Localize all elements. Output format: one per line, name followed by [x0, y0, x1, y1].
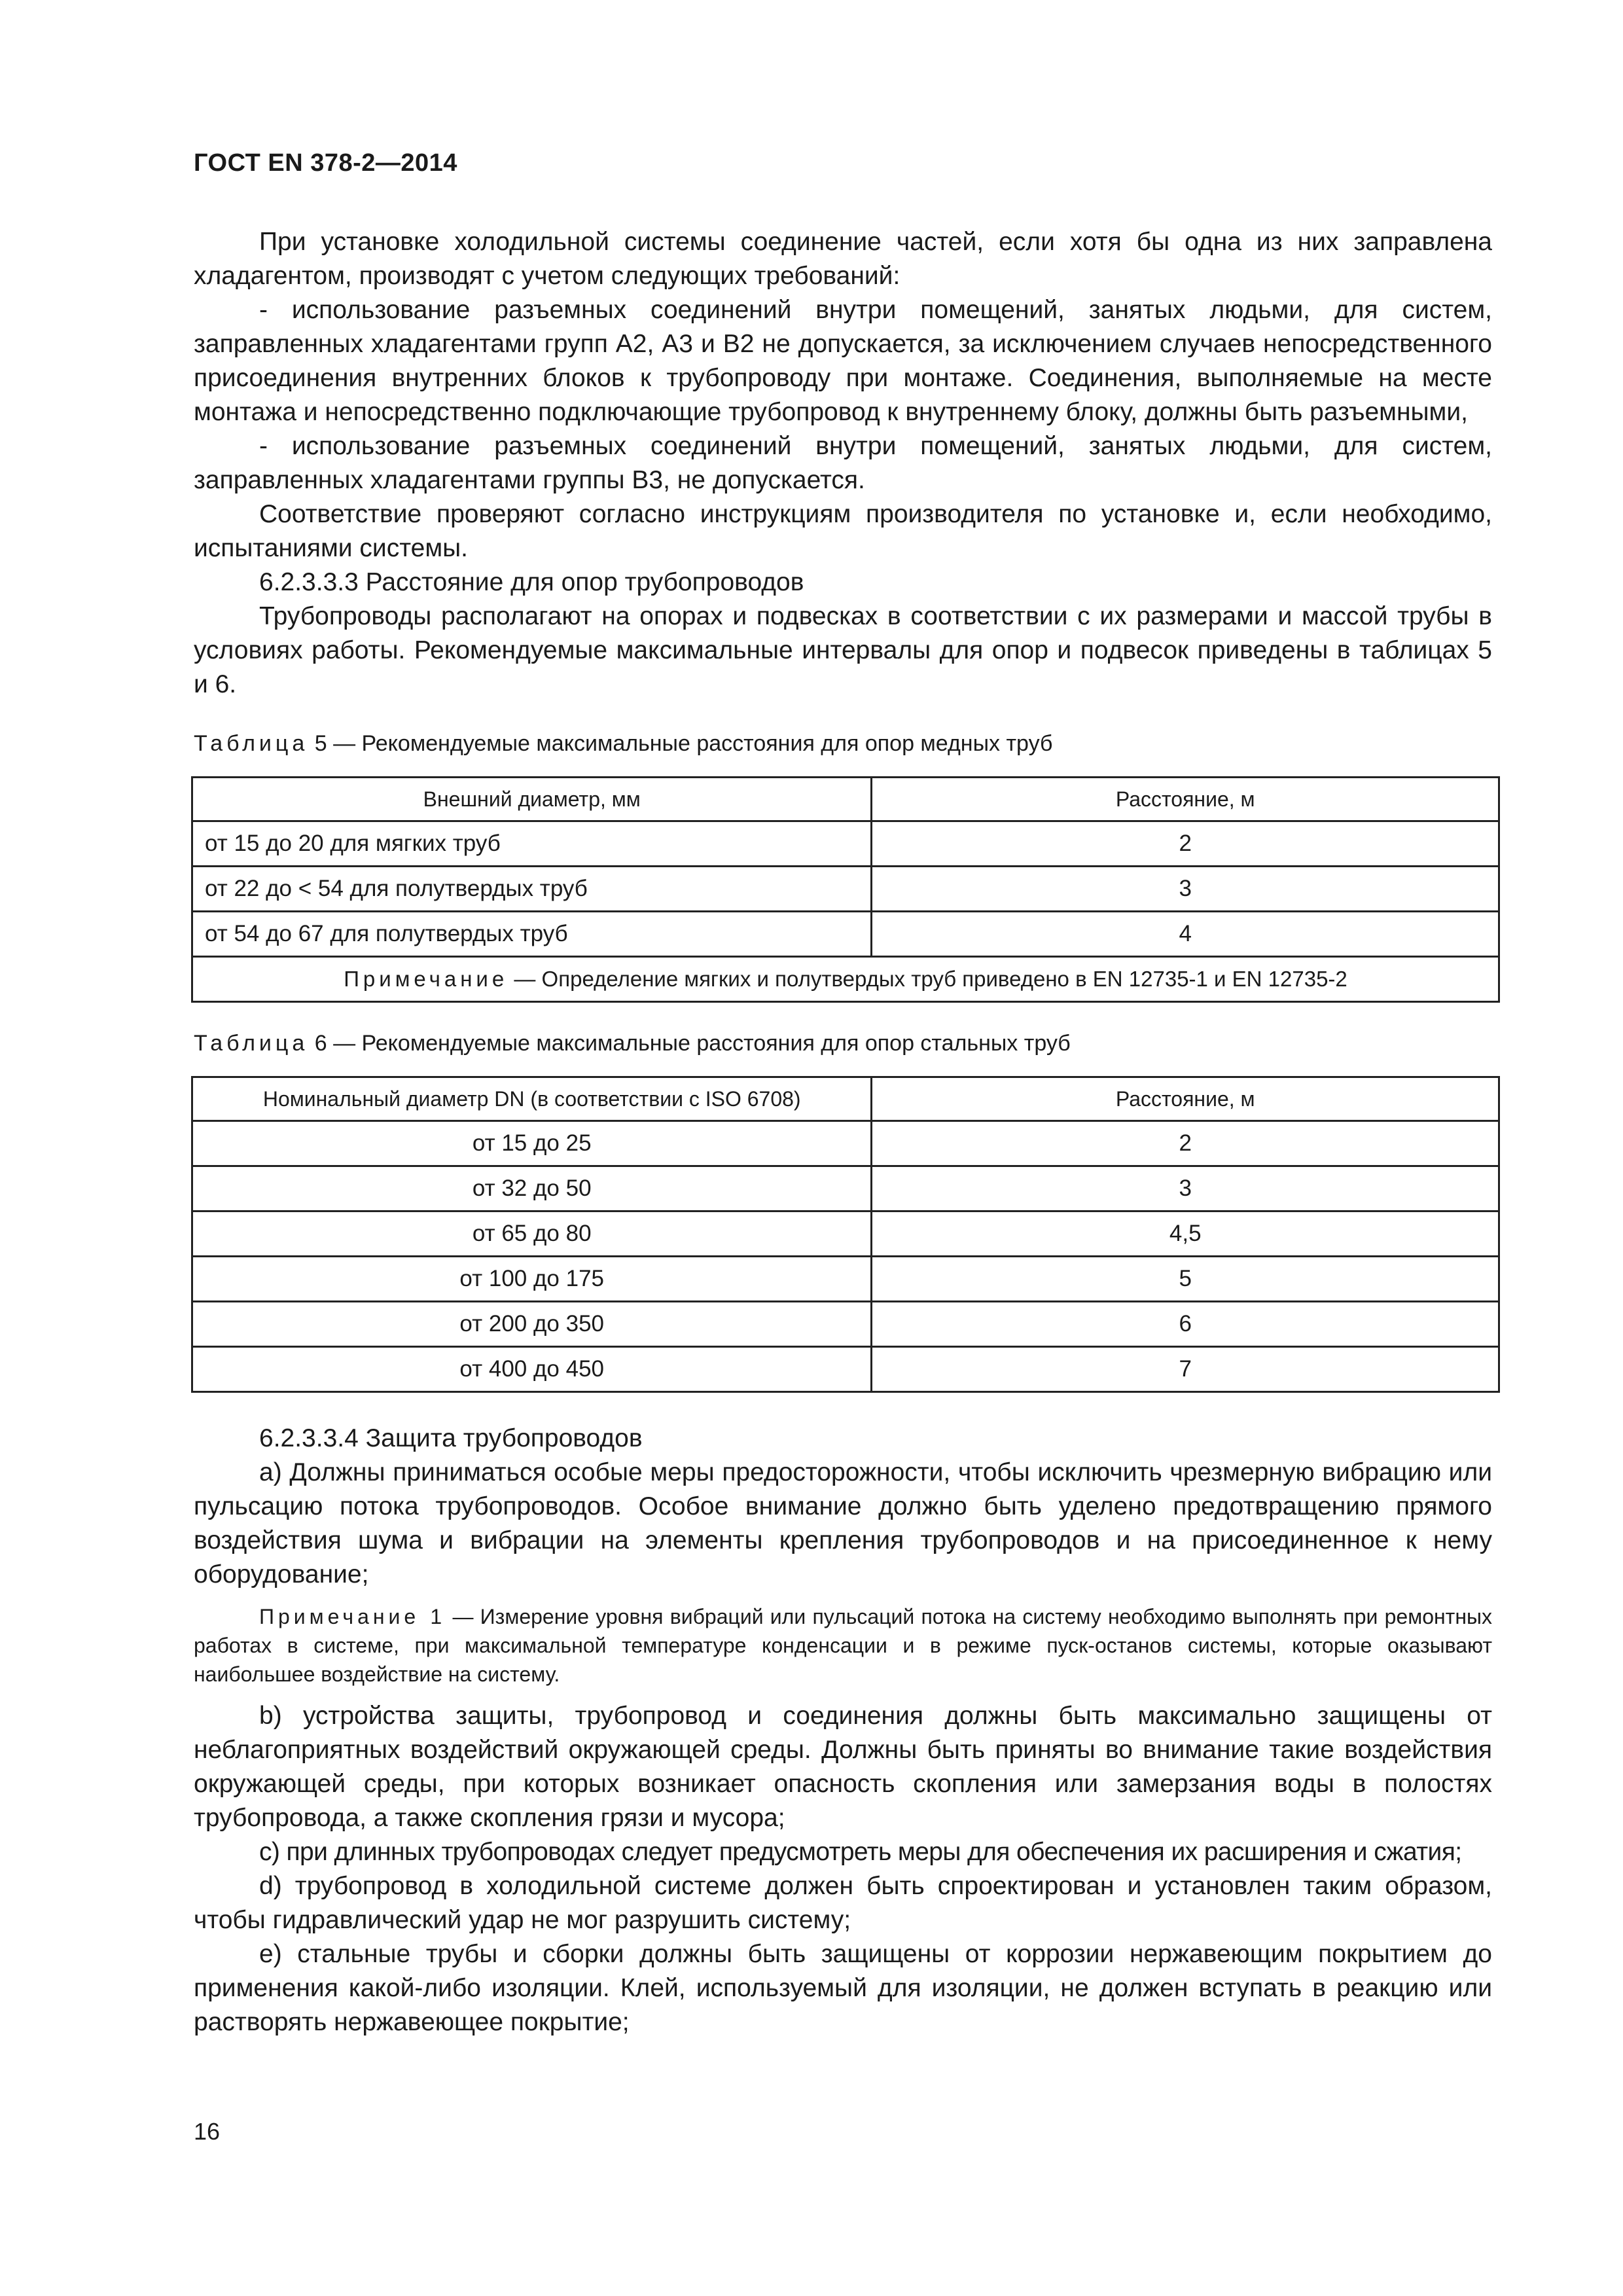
table-row — [192, 1302, 1499, 1347]
paragraph-item-d: d) трубопровод в холодильной системе должен быть спроектирован и установлен таким образом, чтобы гидравлический удар не мог разрушить систему; — [194, 1872, 1492, 1934]
table-row — [192, 1347, 1499, 1392]
table-row — [192, 912, 1499, 957]
table5-caption — [194, 729, 1492, 758]
table6-caption-text: 6 — Рекомендуемые максимальные расстояния для опор стальных труб — [308, 1031, 1071, 1056]
table-row — [192, 1166, 1499, 1211]
table-cell: от 32 до 50 — [192, 1166, 872, 1211]
table5-note-label: Примечание — [344, 967, 508, 991]
table-row — [192, 1121, 1499, 1166]
table-cell: 4 — [872, 912, 1499, 957]
paragraph-item-c: c) при длинных трубопроводах следует предусмотреть меры для обеспечения их расширения и сжатия; — [259, 1838, 1462, 1866]
table-cell: от 22 до < 54 для полутвердых труб — [192, 867, 872, 912]
table-cell: 7 — [872, 1347, 1499, 1392]
table-note-row — [192, 957, 1499, 1002]
table-row — [192, 1211, 1499, 1257]
table-cell: 4,5 — [872, 1211, 1499, 1257]
note-1-label: Примечание 1 — [259, 1605, 446, 1628]
table5-note-text: — Определение мягких и полутвердых труб приведено в EN 12735-1 и EN 12735-2 — [508, 967, 1347, 991]
paragraph-supports: Трубопроводы располагают на опорах и подвесках в соответствии с их размерами и массой трубы в условиях работы. Рекомендуемые максимальные интервалы для опор и подвесок приведены в таблицах 5 и 6. — [194, 602, 1492, 698]
table-header-cell: Расстояние, м — [872, 1077, 1499, 1121]
note-1-text: — Измерение уровня вибраций или пульсаций потока на систему необходимо выполнять при ремонтных работах в системе, при максимальной температуре конденсации и в режиме пуск-останов системы, которые оказывают наибольшее воздействие на систему. — [194, 1605, 1493, 1686]
table-header-row — [192, 1077, 1499, 1121]
table-header-row — [192, 778, 1499, 821]
table-header-cell: Расстояние, м — [872, 778, 1499, 821]
section-6-2-3-3-4 — [194, 1422, 1492, 2039]
section-heading-6-2-3-3-3: 6.2.3.3.3 Расстояние для опор трубопроводов — [259, 568, 804, 596]
table-cell: 2 — [872, 1121, 1499, 1166]
table-cell: 3 — [872, 1166, 1499, 1211]
paragraph-item-a: а) Должны приниматься особые меры предосторожности, чтобы исключить чрезмерную вибрацию или пульсацию потока трубопроводов. Особое внимание должно быть уделено предотвращению прямого воздействия шума и вибрации на элементы крепления трубопроводов и на присоединенное к нему оборудование; — [194, 1458, 1492, 1588]
table-cell: 2 — [872, 821, 1499, 867]
table-row — [192, 867, 1499, 912]
table-cell: от 15 до 20 для мягких труб — [192, 821, 872, 867]
table-cell: от 100 до 175 — [192, 1257, 872, 1302]
note-1 — [194, 1602, 1492, 1689]
paragraph-compliance: Соответствие проверяют согласно инструкциям производителя по установке и, если необходимо, испытаниями системы. — [194, 500, 1492, 562]
table-cell: от 54 до 67 для полутвердых труб — [192, 912, 872, 957]
table5-caption-text: 5 — Рекомендуемые максимальные расстояния для опор медных труб — [308, 731, 1053, 756]
table-cell: от 200 до 350 — [192, 1302, 872, 1347]
table-row — [192, 821, 1499, 867]
table-cell: от 15 до 25 — [192, 1121, 872, 1166]
table6-caption — [194, 1029, 1492, 1058]
table-cell: 6 — [872, 1302, 1499, 1347]
paragraph-intro: При установке холодильной системы соединение частей, если хотя бы одна из них заправлена хладагентом, производят с учетом следующих требований: — [194, 228, 1492, 290]
paragraph-item-b: b) устройства защиты, трубопровод и соединения должны быть максимально защищены от неблагоприятных воздействий окружающей среды. Должны быть приняты во внимание такие воздействия окружающей среды, при которых возникает опасность скопления или замерзания воды в полостях трубопровода, а также скопления грязи и мусора; — [194, 1702, 1492, 1832]
paragraph-requirement-2: - использование разъемных соединений внутри помещений, занятых людьми, для систем, заправленных хладагентами группы В3, не допускается. — [194, 432, 1492, 494]
table-5 — [191, 776, 1500, 1003]
table5-label: Таблица — [194, 731, 309, 756]
table-note-cell — [192, 957, 1499, 1002]
page-number: 16 — [194, 2118, 221, 2145]
table-cell: от 400 до 450 — [192, 1347, 872, 1392]
table-header-cell: Внешний диаметр, мм — [192, 778, 872, 821]
table6-label: Таблица — [194, 1031, 309, 1056]
paragraph-requirement-1: - использование разъемных соединений внутри помещений, занятых людьми, для систем, заправленных хладагентами групп А2, А3 и В2 не допускается, за исключением случаев непосредственного присоединения внутренних блоков к трубопроводу при монтаже. Соединения, выполняемые на месте монтажа и непосредственно подключающие трубопровод к внутреннему блоку, должны быть разъемными, — [194, 296, 1492, 426]
table-6 — [191, 1076, 1500, 1393]
table-cell: 5 — [872, 1257, 1499, 1302]
section-heading-6-2-3-3-4: 6.2.3.3.4 Защита трубопроводов — [259, 1424, 643, 1452]
table-header-cell: Номинальный диаметр DN (в соответствии с ISO 6708) — [192, 1077, 872, 1121]
table-cell: 3 — [872, 867, 1499, 912]
table-row — [192, 1257, 1499, 1302]
table-cell: от 65 до 80 — [192, 1211, 872, 1257]
paragraph-item-e: e) стальные трубы и сборки должны быть защищены от коррозии нержавеющим покрытием до применения какой-либо изоляции. Клей, используемый для изоляции, не должен вступать в реакцию или растворять нержавеющее покрытие; — [194, 1940, 1492, 2036]
page-content — [194, 225, 1492, 2039]
document-header: ГОСТ EN 378-2—2014 — [194, 149, 457, 177]
